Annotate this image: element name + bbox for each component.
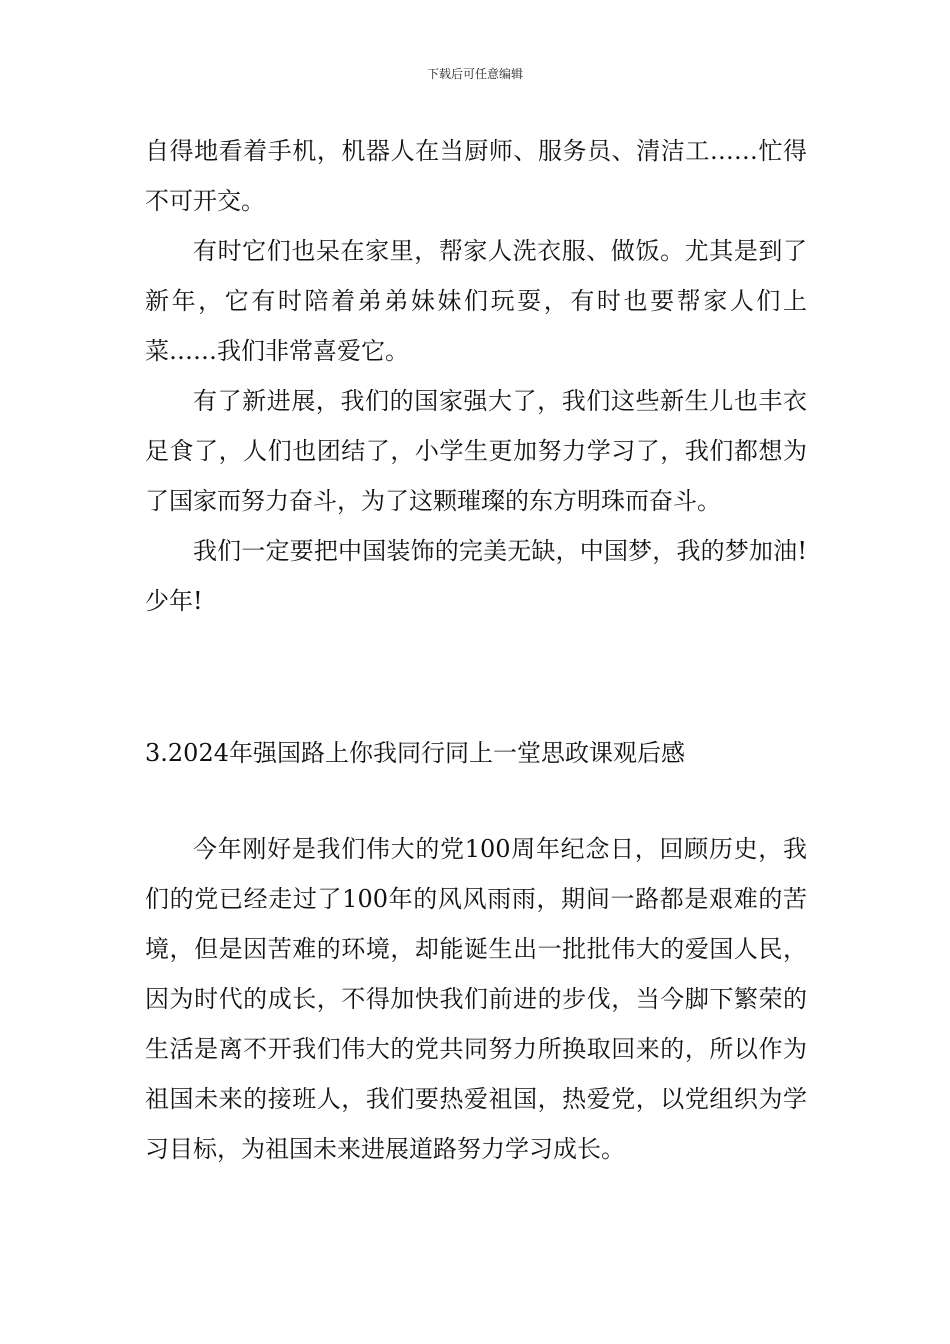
section-1-body xyxy=(145,126,807,626)
page-header: 下载后可任意编辑 xyxy=(426,67,523,81)
paragraph: 我们一定要把中国装饰的完美无缺，中国梦，我的梦加油!少年! xyxy=(145,537,807,615)
paragraph: 今年刚好是我们伟大的党100周年纪念日，回顾历史，我们的党已经走过了100年的风风雨雨，期间一路都是艰难的苦境，但是因苦难的环境，却能诞生出一批批伟大的爱国人民，因为时代的成长，不得加快我们前进的步伐，当今脚下繁荣的生活是离不开我们伟大的党共同努力所换取回来的，所以作为祖国未来的接班人，我们要热爱祖国，热爱党，以党组织为学习目标，为祖国未来进展道路努力学习成长。 xyxy=(145,835,807,1163)
paragraph: 有时它们也呆在家里，帮家人洗衣服、做饭。尤其是到了新年，它有时陪着弟弟妹妹们玩耍，有时也要帮家人们上菜……我们非常喜爱它。 xyxy=(145,237,807,365)
section-heading: 3.2024年强国路上你我同行同上一堂思政课观后感 xyxy=(145,739,685,767)
paragraph: 有了新进展，我们的国家强大了，我们这些新生儿也丰衣足食了，人们也团结了，小学生更加努力学习了，我们都想为了国家而努力奋斗，为了这颗璀璨的东方明珠而奋斗。 xyxy=(145,387,807,515)
paragraph-continued: 自得地看着手机，机器人在当厨师、服务员、清洁工……忙得不可开交。 xyxy=(145,137,807,215)
section-2-body xyxy=(145,824,807,1174)
